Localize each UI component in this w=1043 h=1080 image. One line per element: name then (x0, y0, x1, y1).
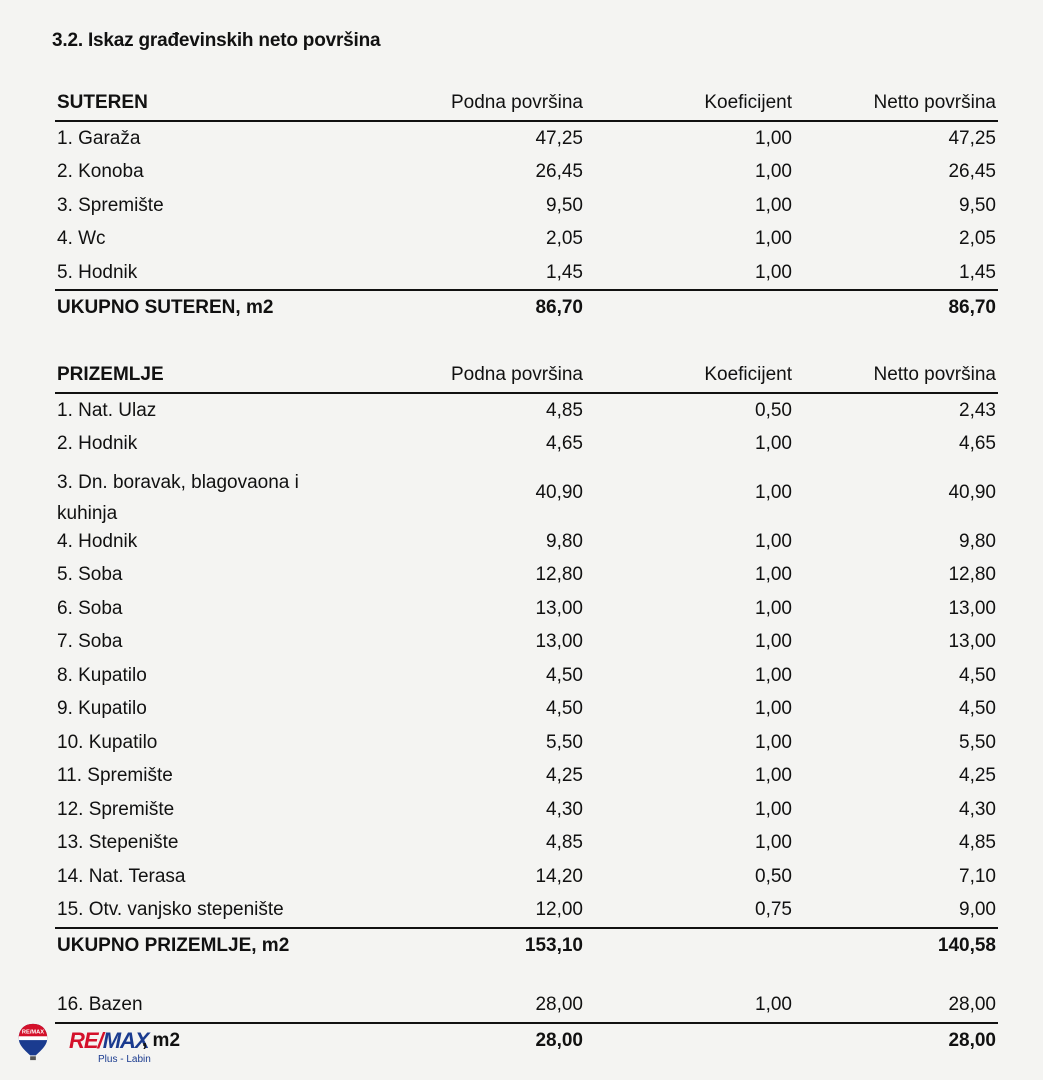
row-koeficijent: 0,50 (755, 399, 792, 421)
row-netto: 12,80 (948, 564, 996, 585)
row-netto: 4,50 (959, 698, 996, 719)
row-name: 4. Wc (57, 228, 106, 249)
row-koeficijent: 1,00 (755, 481, 792, 503)
bazen-table (55, 988, 998, 1057)
row-podna: 9,50 (546, 194, 583, 216)
suteren-rows (55, 122, 998, 290)
row-name: 5. Soba (57, 564, 123, 585)
table-row (55, 256, 998, 290)
row-name: 9. Kupatilo (57, 698, 147, 719)
row-podna: 13,00 (535, 597, 583, 619)
total-netto: 28,00 (948, 1029, 996, 1051)
row-podna: 2,05 (546, 228, 583, 249)
prizemlje-rows (55, 394, 998, 927)
column-header-koeficijent: Koeficijent (704, 364, 792, 385)
total-podna: 153,10 (524, 934, 583, 956)
row-netto: 4,85 (959, 832, 996, 853)
row-netto: 13,00 (948, 631, 996, 652)
row-koeficijent: 1,00 (755, 698, 792, 719)
row-name: 2. Hodnik (57, 433, 138, 454)
row-koeficijent: 1,00 (755, 798, 792, 820)
column-header-podna: Podna površina (450, 364, 583, 385)
table-row (55, 189, 998, 223)
row-netto: 5,50 (959, 731, 996, 753)
column-header-netto: Netto površina (873, 92, 996, 113)
table-total-row (55, 1022, 998, 1058)
row-netto: 9,50 (959, 194, 996, 216)
row-name: 5. Hodnik (57, 261, 138, 283)
row-podna: 40,90 (535, 481, 583, 503)
row-name: 13. Stepenište (57, 832, 179, 853)
row-podna: 5,50 (546, 731, 583, 753)
column-header-podna: Podna površina (450, 92, 583, 113)
row-name: 1. Nat. Ulaz (57, 399, 157, 421)
row-koeficijent: 0,75 (755, 899, 792, 920)
row-koeficijent: 1,00 (755, 832, 792, 853)
remax-wordmark (69, 1028, 149, 1054)
row-koeficijent: 1,00 (755, 664, 792, 686)
row-name: 4. Hodnik (57, 530, 138, 552)
table-row (55, 155, 998, 189)
row-podna: 4,65 (546, 433, 583, 454)
row-koeficijent: 1,00 (755, 530, 792, 552)
row-name: 12. Spremište (57, 798, 175, 820)
suteren-table (55, 86, 998, 325)
row-podna: 26,45 (535, 161, 583, 182)
table-row (55, 558, 998, 592)
row-name: 10. Kupatilo (57, 731, 158, 753)
remax-wordmark-re: RE/ (69, 1028, 103, 1053)
table-row (55, 461, 998, 525)
row-netto: 2,05 (959, 228, 996, 249)
section-heading-suteren: SUTEREN (57, 92, 148, 113)
row-koeficijent: 1,00 (755, 597, 792, 619)
row-koeficijent: 1,00 (755, 564, 792, 585)
table-row (55, 222, 998, 256)
row-koeficijent: 1,00 (755, 994, 792, 1015)
row-netto: 7,10 (959, 865, 996, 887)
row-name: 2. Konoba (57, 161, 144, 182)
row-koeficijent: 1,00 (755, 194, 792, 216)
table-row (55, 659, 998, 693)
row-netto: 4,25 (959, 765, 996, 786)
table-row (55, 726, 998, 760)
row-name: 8. Kupatilo (57, 664, 147, 686)
row-netto: 26,45 (948, 161, 996, 182)
table-row (55, 427, 998, 461)
row-name: 3. Dn. boravak, blagovaona i kuhinja (57, 471, 299, 524)
table-total-row (55, 927, 998, 963)
row-netto: 4,30 (959, 798, 996, 820)
row-koeficijent: 1,00 (755, 631, 792, 652)
row-podna: 13,00 (535, 631, 583, 652)
remax-wordmark-max: MAX (102, 1028, 149, 1053)
row-podna: 4,30 (546, 798, 583, 820)
row-netto: 4,65 (959, 433, 996, 454)
row-podna: 1,45 (546, 261, 583, 283)
table-row (55, 692, 998, 726)
table-row (55, 988, 998, 1022)
table-row (55, 860, 998, 894)
row-podna: 47,25 (535, 127, 583, 149)
table-total-row (55, 289, 998, 325)
row-podna: 4,50 (546, 698, 583, 719)
table-row (55, 525, 998, 559)
row-koeficijent: 1,00 (755, 765, 792, 786)
row-koeficijent: 1,00 (755, 261, 792, 283)
table-row (55, 625, 998, 659)
row-netto: 13,00 (948, 597, 996, 619)
row-name: 1. Garaža (57, 127, 141, 149)
row-podna: 4,85 (546, 399, 583, 421)
row-koeficijent: 1,00 (755, 731, 792, 753)
row-netto: 9,00 (959, 899, 996, 920)
table-header-row (55, 86, 998, 122)
row-netto: 1,45 (959, 261, 996, 283)
table-row (55, 759, 998, 793)
row-netto: 2,43 (959, 399, 996, 421)
row-name: 6. Soba (57, 597, 123, 619)
row-netto: 47,25 (948, 127, 996, 149)
remax-office: Plus - Labin (98, 1054, 151, 1065)
row-podna: 14,20 (535, 865, 583, 887)
row-netto: 9,80 (959, 530, 996, 552)
total-podna: 28,00 (535, 1029, 583, 1051)
row-koeficijent: 1,00 (755, 161, 792, 182)
total-netto: 140,58 (937, 934, 996, 956)
total-label: UKUPNO SUTEREN, m2 (57, 297, 274, 318)
total-label: UKUPNO PRIZEMLJE, m2 (57, 934, 290, 956)
row-name: 11. Spremište (57, 765, 173, 786)
row-netto: 28,00 (948, 994, 996, 1015)
table-row (55, 793, 998, 827)
total-podna: 86,70 (535, 297, 583, 318)
row-netto: 40,90 (948, 481, 996, 503)
prizemlje-table (55, 358, 998, 962)
row-name: 15. Otv. vanjsko stepenište (57, 899, 284, 920)
balloon-label: RE/MAX (21, 1029, 45, 1036)
row-name: 16. Bazen (57, 994, 143, 1015)
row-podna: 4,25 (546, 765, 583, 786)
balloon-icon (16, 1022, 50, 1062)
row-podna: 4,50 (546, 664, 583, 686)
table-row (55, 394, 998, 428)
table-row (55, 893, 998, 927)
row-podna: 12,00 (535, 899, 583, 920)
table-row (55, 826, 998, 860)
bazen-total-label: , m2 (142, 1030, 181, 1051)
row-netto: 4,50 (959, 664, 996, 686)
row-podna: 28,00 (535, 994, 583, 1015)
row-name: 3. Spremište (57, 194, 164, 216)
table-row (55, 592, 998, 626)
row-koeficijent: 0,50 (755, 865, 792, 887)
row-podna: 4,85 (546, 832, 583, 853)
row-koeficijent: 1,00 (755, 127, 792, 149)
section-heading-prizemlje: PRIZEMLJE (57, 364, 164, 385)
column-header-netto: Netto površina (873, 364, 996, 385)
table-row (55, 122, 998, 156)
total-netto: 86,70 (948, 297, 996, 318)
table-header-row (55, 358, 998, 394)
page-title: 3.2. Iskaz građevinskih neto površina (52, 30, 381, 51)
row-podna: 9,80 (546, 530, 583, 552)
row-koeficijent: 1,00 (755, 228, 792, 249)
row-koeficijent: 1,00 (755, 433, 792, 454)
column-header-koeficijent: Koeficijent (704, 92, 792, 113)
row-podna: 12,80 (535, 564, 583, 585)
row-name: 14. Nat. Terasa (57, 865, 186, 887)
row-name: 7. Soba (57, 631, 123, 652)
